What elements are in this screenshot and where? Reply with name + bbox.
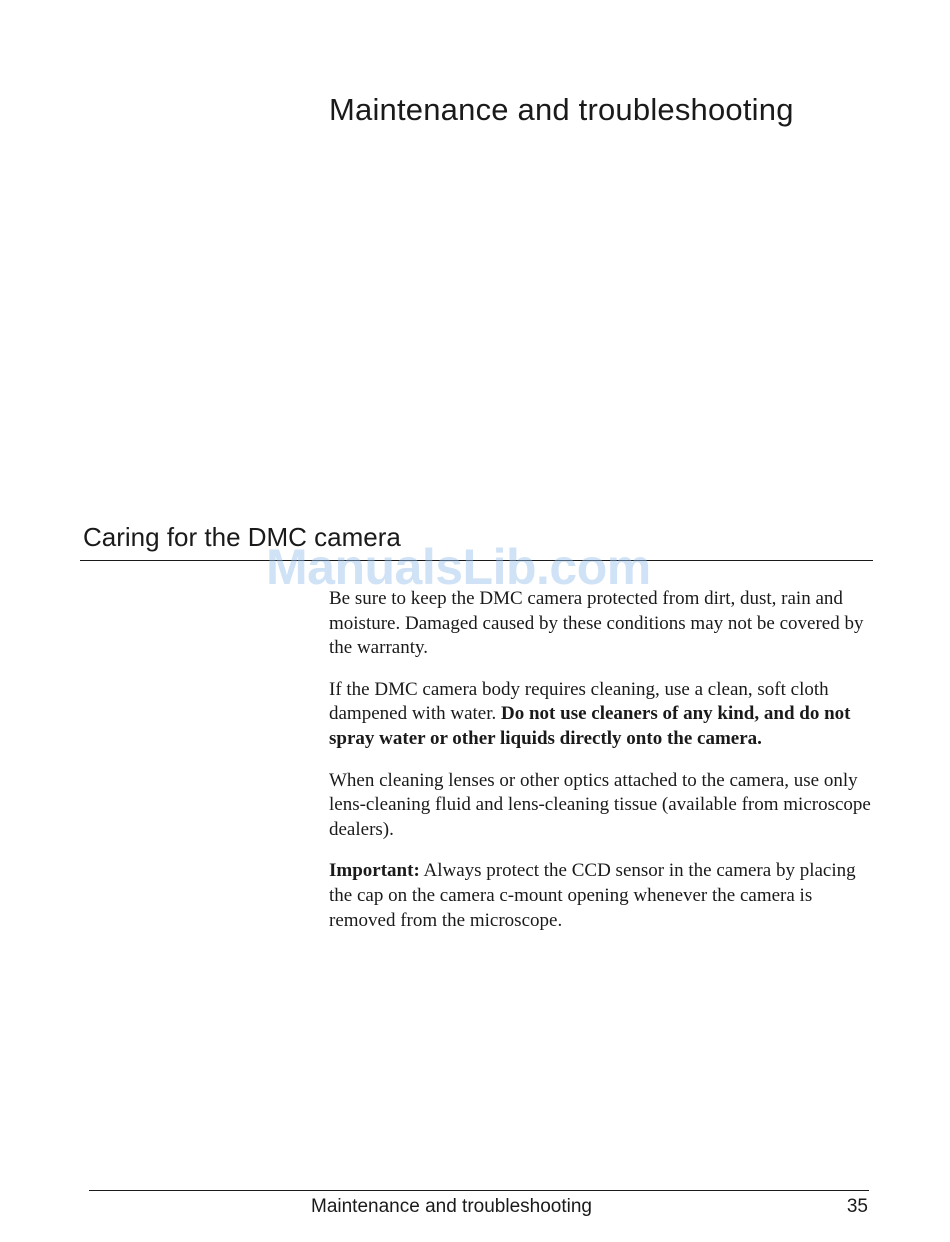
section-body (329, 587, 874, 950)
warning-text: Do not use cleaners of any kind, and do not spray water or other liquids directly onto the camera. (329, 703, 851, 749)
footer-chapter-title: Maintenance and troubleshooting (311, 1196, 592, 1217)
chapter-title: Maintenance and troubleshooting (329, 92, 794, 127)
paragraph-protection (329, 587, 874, 661)
paragraph-important (329, 859, 874, 933)
paragraph-cleaning-optics (329, 769, 874, 843)
watermark: ManualsLib.com (266, 539, 651, 595)
footer-divider (89, 1190, 869, 1191)
paragraph-text: When cleaning lenses or other optics attached to the camera, use only lens-cleaning fluid and lens-cleaning tissue (available from microscope dealers). (329, 769, 871, 840)
paragraph-text: If the DMC camera body requires cleaning, use a clean, soft cloth dampened with water. (329, 678, 829, 725)
page-number: 35 (846, 1196, 868, 1217)
important-label: Important: (329, 860, 420, 882)
paragraph-text: Be sure to keep the DMC camera protected from dirt, dust, rain and moisture. Damaged caused by these conditions may not be covered by the warranty. (329, 588, 864, 659)
section-title: Caring for the DMC camera (83, 522, 401, 552)
paragraph-cleaning-body (329, 678, 874, 752)
paragraph-text: Always protect the CCD sensor in the camera by placing the cap on the camera c-mount opening whenever the camera is removed from the microscope. (329, 860, 856, 931)
